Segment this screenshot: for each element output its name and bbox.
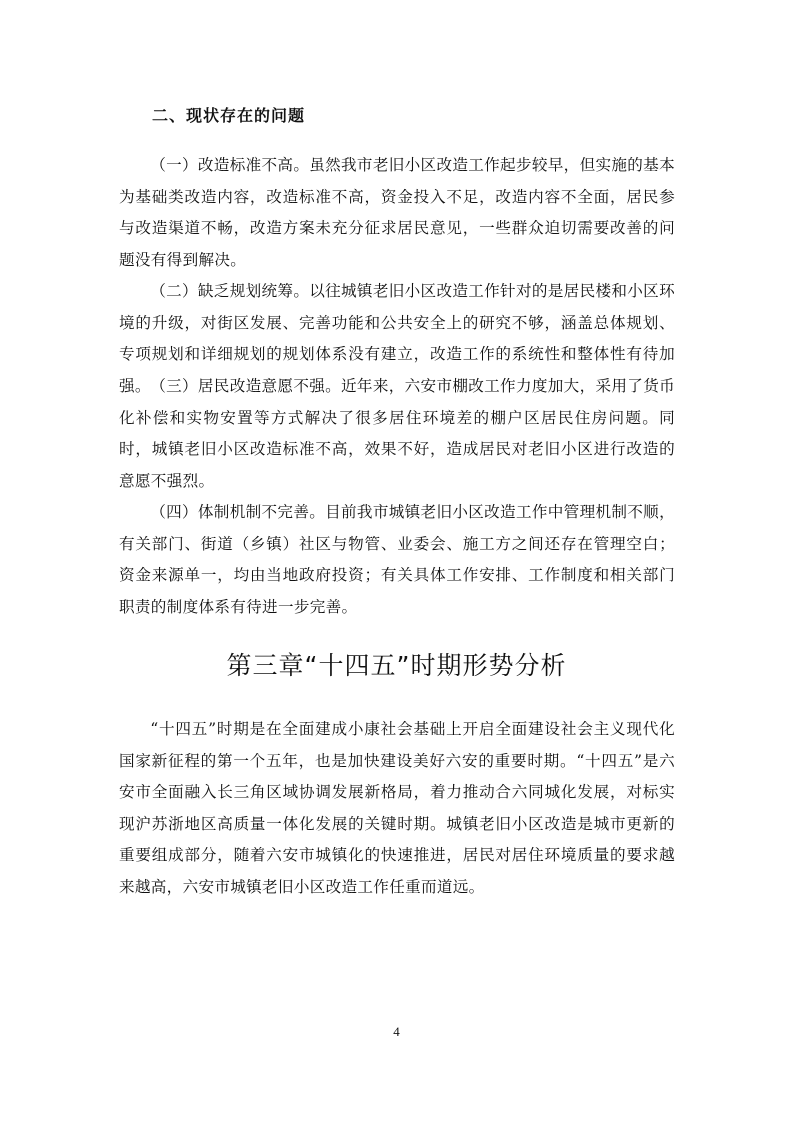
page-number: 4 bbox=[393, 1024, 400, 1039]
chapter-paragraph: “十四五”时期是在全面建成小康社会基础上开启全面建设社会主义现代化国家新征程的第一个五年，也是加快建设美好六安的重要时期。“十四五”是六安市全面融入长三角区域协调发展新格局，着力推动合六同城化发展，对标实现沪苏浙地区高质量一体化发展的关键时期。城镇老旧小区改造是城市更新的重要组成部分，随着六安市城镇化的快速推进，居民对居住环境质量的要求越来越高，六安市城镇老旧小区改造工作任重而道远。 bbox=[119, 720, 675, 896]
problem-body-2: 以往城镇老旧小区改造工作针对的是居民楼和小区环境的升级，对街区发展、完善功能和公共安全上的研究不够，涵盖总体规划、专项规划和详细规划的规划体系没有建立，改造工作的系统性和整体性有待加强。 bbox=[119, 282, 675, 395]
problem-body-4: 目前我市城镇老旧小区改造工作中管理机制不顺，有关部门、街道（乡镇）社区与物管、业委会、施工方之间还存在管理空白；资金来源单一，均由当地政府投资；有关具体工作安排、工作制度和相关部门职责的制度体系有待进一步完善。 bbox=[119, 503, 675, 616]
problem-lead-4: （四）体制机制不完善。 bbox=[150, 503, 326, 521]
chapter-title: 第三章“十四五”时期形势分析 bbox=[226, 651, 567, 680]
problem-lead-3: （三）居民改造意愿不强。 bbox=[150, 377, 342, 395]
problem-lead-2: （二）缺乏规划统筹。 bbox=[150, 282, 310, 300]
problem-body-1: 虽然我市老旧小区改造工作起步较早，但实施的基本为基础类改造内容，改造标准不高，资金投入不足，改造内容不全面，居民参与改造渠道不畅，改造方案未充分征求居民意见，一些群众迫切需要改善的问题没有得到解决。 bbox=[119, 156, 675, 269]
problem-paragraph-3 bbox=[119, 371, 675, 497]
problem-paragraph-1 bbox=[119, 150, 675, 276]
section-heading: 二、现状存在的问题 bbox=[152, 106, 306, 125]
problem-lead-1: （一）改造标准不高。 bbox=[150, 156, 310, 174]
problem-body-3: 近年来，六安市棚改工作力度加大，采用了货币化补偿和实物安置等方式解决了很多居住环境差的棚户区居民住房问题。同时，城镇老旧小区改造标准不高，效果不好，造成居民对老旧小区进行改造的意愿不强烈。 bbox=[119, 377, 675, 490]
problem-paragraph-4 bbox=[119, 497, 675, 623]
